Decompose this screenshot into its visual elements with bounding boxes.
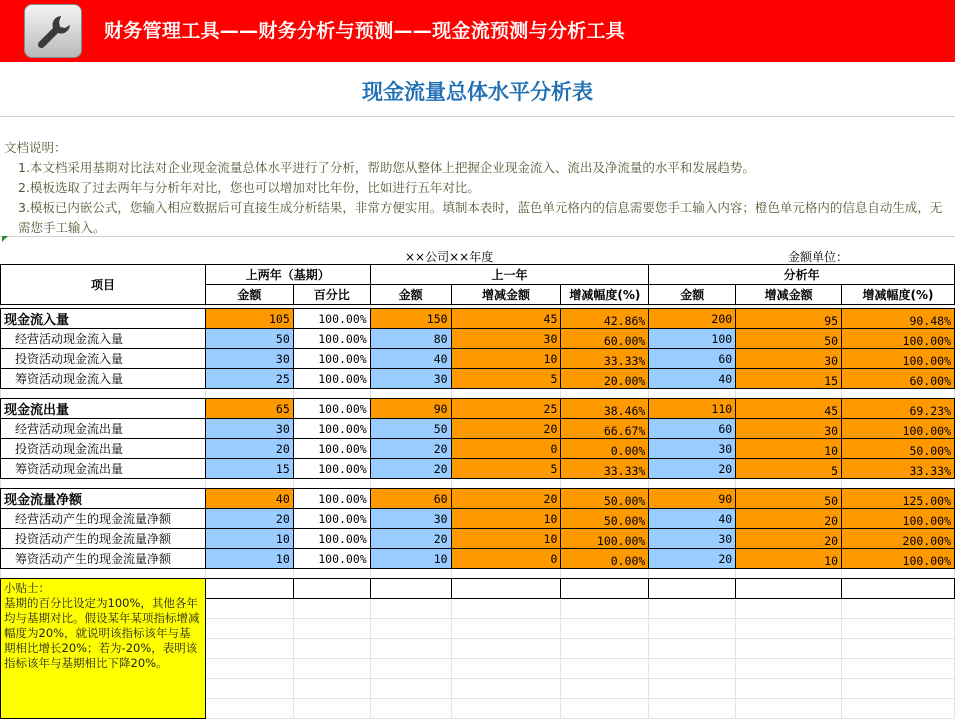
- cell-base-amount[interactable]: 30: [205, 349, 293, 369]
- cell-prev-change-amount[interactable]: 5: [451, 369, 561, 389]
- cell-curr-change-amount[interactable]: 20: [736, 509, 842, 529]
- cell-base-amount[interactable]: 105: [205, 309, 293, 329]
- cell-base-percent[interactable]: 100.00%: [293, 529, 370, 549]
- cell-base-amount[interactable]: 10: [205, 529, 293, 549]
- document-notes: [4, 138, 949, 238]
- cell-prev-amount[interactable]: 20: [370, 459, 451, 479]
- cell-base-percent[interactable]: 100.00%: [293, 309, 370, 329]
- divider: [0, 116, 955, 117]
- header-prev-year: 上一年: [370, 265, 649, 285]
- cell-prev-change-rate[interactable]: 42.86%: [561, 309, 649, 329]
- row-label: 现金流入量: [1, 309, 206, 329]
- cell-curr-change-amount[interactable]: 45: [736, 399, 842, 419]
- spacer-row: [1, 479, 955, 489]
- row-label: 投资活动现金流出量: [1, 439, 206, 459]
- spacer-row: [1, 389, 955, 399]
- cell-prev-amount[interactable]: 150: [370, 309, 451, 329]
- header-change-amount: 增减金额: [451, 285, 561, 305]
- cell-base-percent[interactable]: 100.00%: [293, 509, 370, 529]
- wrench-icon: [24, 4, 82, 58]
- cell-curr-change-amount[interactable]: 10: [736, 439, 842, 459]
- cell-comment-marker: [2, 236, 8, 242]
- row-label: 现金流出量: [1, 399, 206, 419]
- cell-curr-change-rate[interactable]: 69.23%: [842, 399, 955, 419]
- cell-prev-change-rate[interactable]: 50.00%: [561, 509, 649, 529]
- cell-curr-change-rate[interactable]: 125.00%: [842, 489, 955, 509]
- cell-prev-change-rate[interactable]: 0.00%: [561, 439, 649, 459]
- row-label: 投资活动产生的现金流量净额: [1, 529, 206, 549]
- cell-base-amount[interactable]: 15: [205, 459, 293, 479]
- cell-curr-amount[interactable]: 30: [649, 439, 736, 459]
- note-item-3: 3.模板已内嵌公式，您输入相应数据后可直接生成分析结果，非常方便实用。填制本表时，蓝色单元格内的信息需要您手工输入内容；橙色单元格内的信息自动生成，无需您手工输入。: [18, 200, 943, 235]
- table-row: [1, 549, 955, 569]
- cell-prev-change-rate[interactable]: 50.00%: [561, 489, 649, 509]
- cell-curr-change-rate[interactable]: 33.33%: [842, 459, 955, 479]
- cell-curr-change-rate[interactable]: 200.00%: [842, 529, 955, 549]
- header-item: 项目: [1, 265, 206, 305]
- row-label: 现金流量净额: [1, 489, 206, 509]
- cell-curr-change-amount[interactable]: 5: [736, 459, 842, 479]
- cell-curr-amount[interactable]: 40: [649, 509, 736, 529]
- cell-base-percent[interactable]: 100.00%: [293, 399, 370, 419]
- cell-prev-amount[interactable]: 60: [370, 489, 451, 509]
- header-amount: 金额: [649, 285, 736, 305]
- cell-curr-change-rate[interactable]: 90.48%: [842, 309, 955, 329]
- header-percent: 百分比: [293, 285, 370, 305]
- cell-base-amount[interactable]: 20: [205, 509, 293, 529]
- cell-curr-change-rate[interactable]: 50.00%: [842, 439, 955, 459]
- cell-base-percent[interactable]: 100.00%: [293, 369, 370, 389]
- tip-body: 基期的百分比设定为100%，其他各年均与基期对比。假设某年某项指标增减幅度为20%，就说明该指标该年与基期相比增长20%；若为-20%，表明该指标该年与基期相比下降20%。: [4, 596, 200, 670]
- cell-base-percent[interactable]: 100.00%: [293, 459, 370, 479]
- company-year-label: ××公司××年度: [405, 250, 494, 264]
- note-item-1: 1.本文档采用基期对比法对企业现金流量总体水平进行了分析，帮助您从整体上把握企业现金流入、流出及净流量的水平和发展趋势。: [18, 160, 755, 175]
- cell-base-percent[interactable]: 100.00%: [293, 439, 370, 459]
- cell-prev-change-amount[interactable]: 20: [451, 489, 561, 509]
- title-bar: [0, 0, 955, 62]
- row-label: 筹资活动现金流出量: [1, 459, 206, 479]
- cell-prev-amount[interactable]: 80: [370, 329, 451, 349]
- cell-prev-change-rate[interactable]: 66.67%: [561, 419, 649, 439]
- row-label: 经营活动产生的现金流量净额: [1, 509, 206, 529]
- cell-curr-change-rate[interactable]: 100.00%: [842, 349, 955, 369]
- cell-base-amount[interactable]: 40: [205, 489, 293, 509]
- tip-box: [1, 579, 206, 719]
- cell-prev-change-amount[interactable]: 25: [451, 399, 561, 419]
- row-label: 筹资活动现金流入量: [1, 369, 206, 389]
- cell-prev-change-rate[interactable]: 33.33%: [561, 459, 649, 479]
- cell-prev-change-rate[interactable]: 0.00%: [561, 549, 649, 569]
- cell-prev-change-amount[interactable]: 5: [451, 459, 561, 479]
- header-change-amount: 增减金额: [736, 285, 842, 305]
- table-row: [1, 509, 955, 529]
- cell-base-amount[interactable]: 10: [205, 549, 293, 569]
- notes-heading: 文档说明：: [4, 140, 67, 155]
- cell-prev-amount[interactable]: 90: [370, 399, 451, 419]
- cell-curr-amount[interactable]: 60: [649, 349, 736, 369]
- note-item-2: 2.模板选取了过去两年与分析年对比，您也可以增加对比年份，比如进行五年对比。: [18, 180, 480, 195]
- cell-curr-change-rate[interactable]: 60.00%: [842, 369, 955, 389]
- cell-prev-change-rate[interactable]: 60.00%: [561, 329, 649, 349]
- unit-label: 金额单位：: [788, 250, 849, 264]
- table-row: [1, 459, 955, 479]
- cell-curr-amount[interactable]: 40: [649, 369, 736, 389]
- cell-curr-change-rate[interactable]: 100.00%: [842, 419, 955, 439]
- cell-curr-change-rate[interactable]: 100.00%: [842, 509, 955, 529]
- cell-curr-amount[interactable]: 30: [649, 529, 736, 549]
- table-row: [1, 349, 955, 369]
- header-change-rate: 增减幅度(%): [842, 285, 955, 305]
- cell-prev-change-rate[interactable]: 38.46%: [561, 399, 649, 419]
- table-row: [1, 399, 955, 419]
- cell-prev-amount[interactable]: 10: [370, 549, 451, 569]
- cell-base-amount[interactable]: 25: [205, 369, 293, 389]
- cell-curr-change-amount[interactable]: 20: [736, 529, 842, 549]
- header-change-rate: 增减幅度(%): [561, 285, 649, 305]
- cell-curr-amount[interactable]: 90: [649, 489, 736, 509]
- cell-prev-change-rate[interactable]: 20.00%: [561, 369, 649, 389]
- cell-curr-amount[interactable]: 20: [649, 549, 736, 569]
- cell-base-amount[interactable]: 20: [205, 439, 293, 459]
- cell-curr-amount[interactable]: 60: [649, 419, 736, 439]
- cell-curr-amount[interactable]: 200: [649, 309, 736, 329]
- table-row: [1, 419, 955, 439]
- cell-curr-change-amount[interactable]: 30: [736, 419, 842, 439]
- row-label: 经营活动现金流出量: [1, 419, 206, 439]
- table-row: [1, 329, 955, 349]
- cell-prev-change-rate[interactable]: 100.00%: [561, 529, 649, 549]
- cell-prev-change-amount[interactable]: 10: [451, 349, 561, 369]
- cell-curr-change-amount[interactable]: 30: [736, 349, 842, 369]
- cell-prev-amount[interactable]: 30: [370, 369, 451, 389]
- cell-base-amount[interactable]: 65: [205, 399, 293, 419]
- cell-prev-change-amount[interactable]: 10: [451, 509, 561, 529]
- cell-prev-amount[interactable]: 20: [370, 529, 451, 549]
- header-base-year: 上两年（基期）: [205, 265, 370, 285]
- cell-curr-change-amount[interactable]: 50: [736, 329, 842, 349]
- spacer-row: [1, 569, 955, 579]
- cell-prev-change-amount[interactable]: 0: [451, 439, 561, 459]
- cell-curr-amount[interactable]: 110: [649, 399, 736, 419]
- table-row: [1, 309, 955, 329]
- cell-prev-amount[interactable]: 30: [370, 509, 451, 529]
- cell-base-amount[interactable]: 30: [205, 419, 293, 439]
- table-row: [1, 439, 955, 459]
- cell-prev-change-amount[interactable]: 0: [451, 549, 561, 569]
- cell-prev-change-amount[interactable]: 20: [451, 419, 561, 439]
- cell-prev-amount[interactable]: 20: [370, 439, 451, 459]
- cell-base-percent[interactable]: 100.00%: [293, 489, 370, 509]
- row-label: 筹资活动产生的现金流量净额: [1, 549, 206, 569]
- cell-base-amount[interactable]: 50: [205, 329, 293, 349]
- cell-base-percent[interactable]: 100.00%: [293, 549, 370, 569]
- table-row: [1, 369, 955, 389]
- cell-curr-change-rate[interactable]: 100.00%: [842, 329, 955, 349]
- header-amount: 金额: [205, 285, 293, 305]
- table-row: [1, 489, 955, 509]
- cell-prev-amount[interactable]: 50: [370, 419, 451, 439]
- row-label: 投资活动现金流入量: [1, 349, 206, 369]
- cell-curr-change-amount[interactable]: 15: [736, 369, 842, 389]
- cell-prev-change-amount[interactable]: 30: [451, 329, 561, 349]
- cell-prev-amount[interactable]: 40: [370, 349, 451, 369]
- cell-curr-change-amount[interactable]: 50: [736, 489, 842, 509]
- cell-prev-change-amount[interactable]: 10: [451, 529, 561, 549]
- divider: [0, 236, 955, 237]
- table-row: [1, 529, 955, 549]
- cash-flow-table: [0, 264, 955, 719]
- cell-curr-amount[interactable]: 20: [649, 459, 736, 479]
- tip-title: 小贴士：: [4, 581, 50, 595]
- row-label: 经营活动现金流入量: [1, 329, 206, 349]
- sheet-title: 现金流量总体水平分析表: [362, 80, 593, 104]
- header-amount: 金额: [370, 285, 451, 305]
- cell-curr-change-amount[interactable]: 95: [736, 309, 842, 329]
- cell-curr-change-amount[interactable]: 10: [736, 549, 842, 569]
- cell-prev-change-rate[interactable]: 33.33%: [561, 349, 649, 369]
- cell-base-percent[interactable]: 100.00%: [293, 329, 370, 349]
- cell-base-percent[interactable]: 100.00%: [293, 349, 370, 369]
- app-title: 财务管理工具——财务分析与预测——现金流预测与分析工具: [104, 20, 626, 42]
- cell-curr-amount[interactable]: 100: [649, 329, 736, 349]
- cell-prev-change-amount[interactable]: 45: [451, 309, 561, 329]
- cell-base-percent[interactable]: 100.00%: [293, 419, 370, 439]
- header-analysis-year: 分析年: [649, 265, 955, 285]
- cell-curr-change-rate[interactable]: 100.00%: [842, 549, 955, 569]
